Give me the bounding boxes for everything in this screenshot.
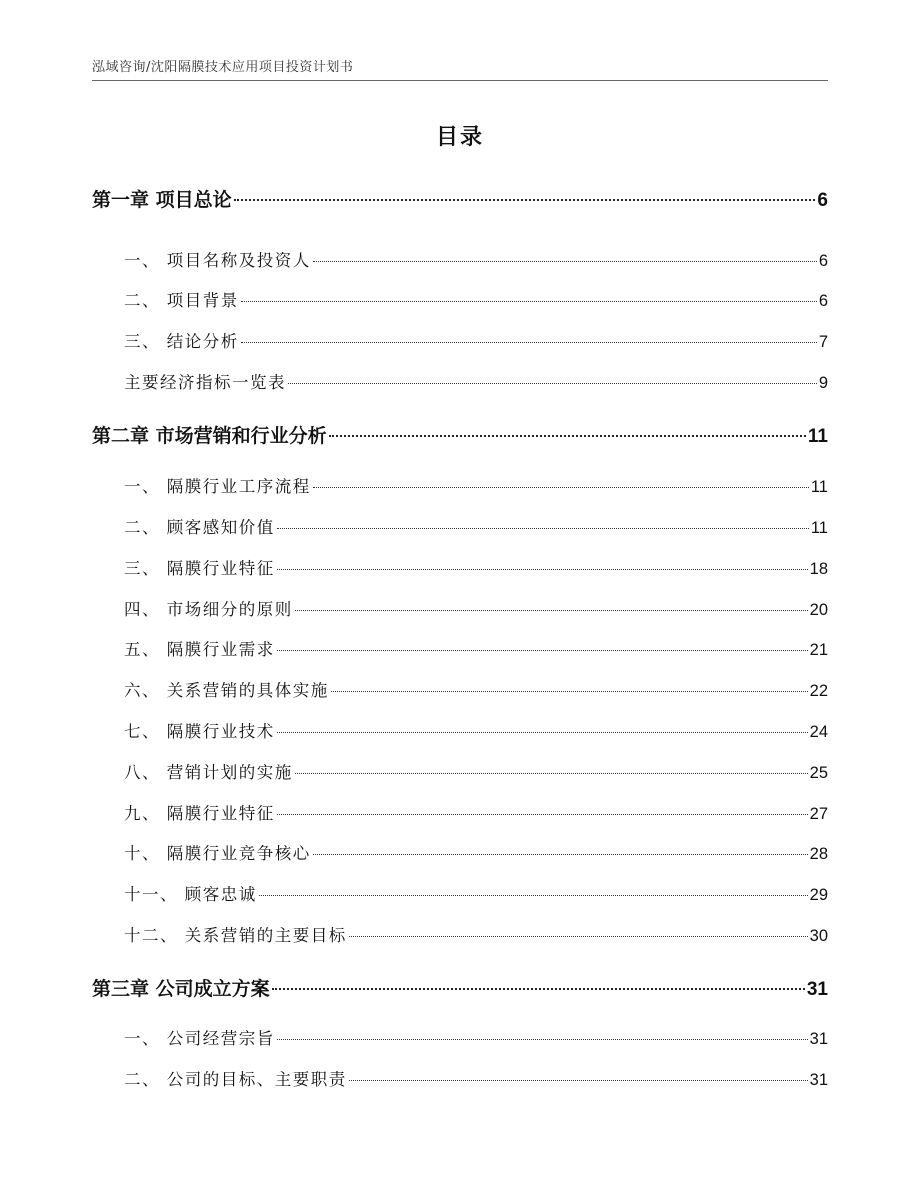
toc-entry-label: 三、 结论分析 xyxy=(124,332,239,351)
toc-entry-label: 二、 项目背景 xyxy=(124,291,239,310)
toc-entry-label: 主要经济指标一览表 xyxy=(124,373,286,392)
toc-section-entry[interactable] xyxy=(124,1025,828,1049)
toc-entry-page-number: 29 xyxy=(809,886,828,904)
toc-entry-page-number: 11 xyxy=(810,519,828,537)
toc-chapter-entry[interactable] xyxy=(92,421,828,448)
toc-entry-label: 三、 隔膜行业特征 xyxy=(124,559,275,578)
toc-entry-page-number: 11 xyxy=(807,426,828,447)
toc-entry-label: 第三章 公司成立方案 xyxy=(92,978,270,1000)
toc-entry-label: 九、 隔膜行业特征 xyxy=(124,804,275,823)
dot-leader xyxy=(349,1064,808,1082)
toc-entry-label: 十、 隔膜行业竞争核心 xyxy=(124,844,311,863)
dot-leader xyxy=(313,471,809,489)
dot-leader xyxy=(234,180,816,201)
toc-entry-page-number: 6 xyxy=(818,252,828,270)
toc-entry-label: 十二、 关系营销的主要目标 xyxy=(124,926,347,945)
toc-entry-label: 二、 顾客感知价值 xyxy=(124,518,275,537)
page-title: 目录 xyxy=(435,125,484,150)
toc-entry-page-number: 31 xyxy=(809,1030,828,1048)
toc-section-entry[interactable] xyxy=(124,800,828,824)
toc-entry-label: 一、 隔膜行业工序流程 xyxy=(124,477,311,496)
toc-section-entry[interactable] xyxy=(124,328,828,352)
toc-entry-label: 第二章 市场营销和行业分析 xyxy=(92,425,327,447)
toc-section-entry[interactable] xyxy=(124,881,828,905)
toc-entry-page-number: 31 xyxy=(809,1071,828,1089)
toc-section-entry[interactable] xyxy=(124,555,828,579)
header-rule xyxy=(92,80,828,81)
toc-section-entry[interactable] xyxy=(124,840,828,864)
dot-leader xyxy=(277,1023,808,1041)
toc-entry-page-number: 9 xyxy=(818,374,828,392)
dot-leader xyxy=(277,716,808,734)
toc-section-entry[interactable] xyxy=(124,596,828,620)
dot-leader xyxy=(241,285,817,303)
dot-leader xyxy=(288,367,817,385)
toc-entry-page-number: 20 xyxy=(809,601,828,619)
toc-entry-label: 一、 项目名称及投资人 xyxy=(124,251,311,270)
toc-section-entry[interactable] xyxy=(124,1066,828,1090)
toc-entry-page-number: 30 xyxy=(809,927,828,945)
toc-entry-page-number: 25 xyxy=(809,764,828,782)
toc-entry-page-number: 22 xyxy=(809,682,828,700)
toc-section-entry[interactable] xyxy=(124,287,828,311)
toc-entry-page-number: 21 xyxy=(809,641,828,659)
toc-entry-page-number: 6 xyxy=(817,190,828,211)
toc-entry-label: 七、 隔膜行业技术 xyxy=(124,722,275,741)
toc-chapter-entry[interactable] xyxy=(92,185,828,212)
toc-entry-page-number: 11 xyxy=(810,478,828,496)
toc-section-entry[interactable] xyxy=(124,677,828,701)
toc-entry-label: 第一章 项目总论 xyxy=(92,189,232,211)
running-header: 泓域咨询/沈阳隔膜技术应用项目投资计划书 xyxy=(92,60,354,75)
dot-leader xyxy=(331,675,808,693)
dot-leader xyxy=(349,920,808,938)
dot-leader xyxy=(241,326,817,344)
toc-entry-label: 六、 关系营销的具体实施 xyxy=(124,681,329,700)
toc-entry-label: 二、 公司的目标、主要职责 xyxy=(124,1070,347,1089)
dot-leader xyxy=(313,838,808,856)
toc-entry-label: 一、 公司经营宗旨 xyxy=(124,1029,275,1048)
toc-section-entry[interactable] xyxy=(124,369,828,393)
dot-leader xyxy=(329,416,806,437)
toc-entry-page-number: 24 xyxy=(809,723,828,741)
dot-leader xyxy=(313,245,817,263)
toc-section-entry[interactable] xyxy=(124,922,828,946)
dot-leader xyxy=(295,757,808,775)
toc-section-entry[interactable] xyxy=(124,636,828,660)
dot-leader xyxy=(277,512,809,530)
toc-section-entry[interactable] xyxy=(124,247,828,271)
toc-chapter-entry[interactable] xyxy=(92,974,828,1001)
toc-entry-label: 四、 市场细分的原则 xyxy=(124,600,293,619)
dot-leader xyxy=(259,879,808,897)
toc-section-entry[interactable] xyxy=(124,718,828,742)
toc-entry-page-number: 6 xyxy=(818,292,828,310)
toc-entry-page-number: 28 xyxy=(809,845,828,863)
dot-leader xyxy=(272,969,805,990)
toc-entry-page-number: 7 xyxy=(818,333,828,351)
toc-entry-page-number: 31 xyxy=(806,979,828,1000)
toc-section-entry[interactable] xyxy=(124,514,828,538)
toc-section-entry[interactable] xyxy=(124,759,828,783)
toc-entry-label: 十一、 顾客忠诚 xyxy=(124,885,257,904)
toc-entry-page-number: 27 xyxy=(809,805,828,823)
dot-leader xyxy=(277,634,808,652)
dot-leader xyxy=(277,798,808,816)
toc-section-entry[interactable] xyxy=(124,473,828,497)
toc-entry-label: 五、 隔膜行业需求 xyxy=(124,640,275,659)
dot-leader xyxy=(295,594,808,612)
dot-leader xyxy=(277,553,808,571)
toc-entry-label: 八、 营销计划的实施 xyxy=(124,763,293,782)
toc-entry-page-number: 18 xyxy=(809,560,828,578)
